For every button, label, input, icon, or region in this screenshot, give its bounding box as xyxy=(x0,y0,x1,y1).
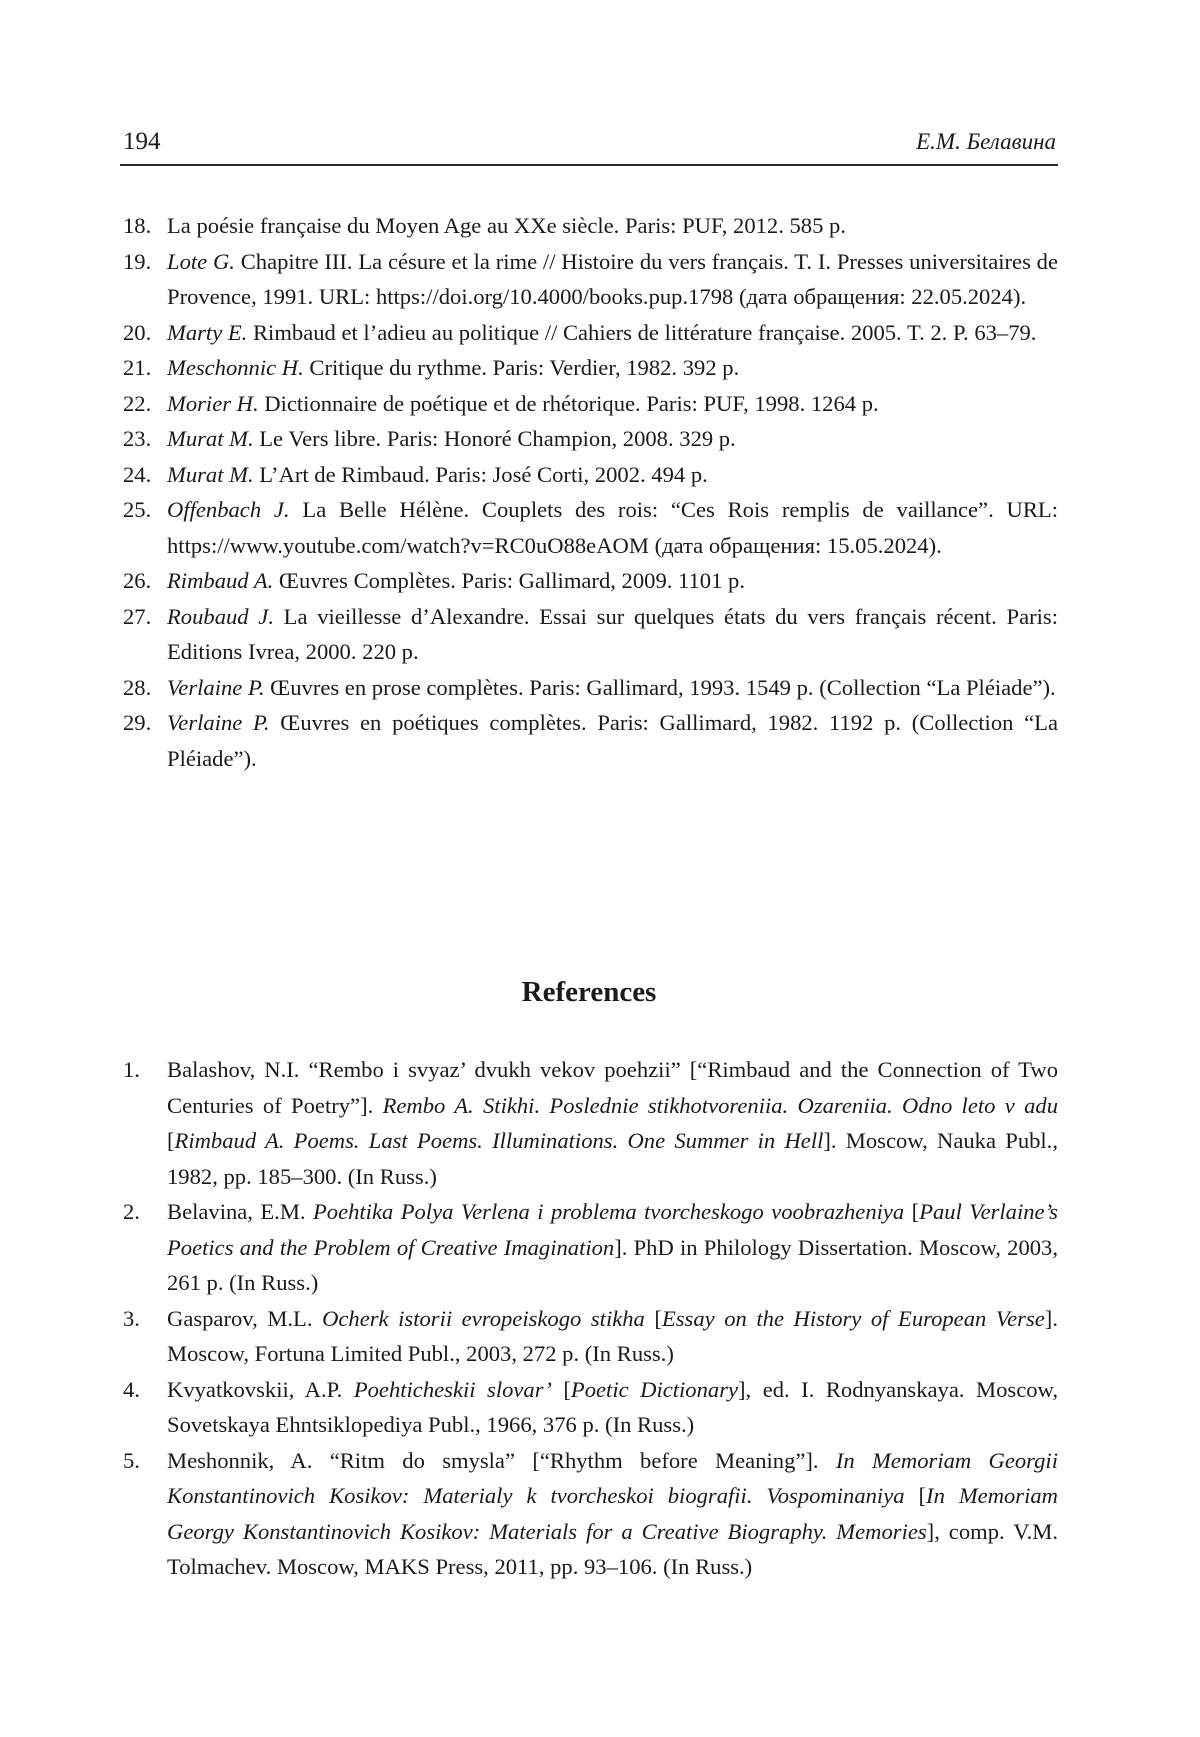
bibliography-list xyxy=(120,208,1058,776)
reference-item-title: Poehticheskii slovar’ xyxy=(353,1376,552,1402)
reference-item-title: In Memoriam Georgy Konstantinovich Kosikov: Materials for a Creative Biography. Memories xyxy=(167,1483,1058,1544)
reference-item-text: Meshonnik, A. “Ritm do smysla” [“Rhythm before Meaning”]. xyxy=(167,1447,836,1473)
bibliography-item-number: 29. xyxy=(123,710,152,735)
bibliography-item-author: Lote G. xyxy=(167,248,235,274)
bibliography-item-text: Chapitre III. La césure et la rime // Histoire du vers français. T. I. Presses universitaires de Provence, 1991. URL: https://doi.org/10.4000/books.pup.1798 (дата обращения: 22.05.2024). xyxy=(167,248,1058,309)
reference-item-number: 4. xyxy=(123,1376,140,1402)
bibliography-item-number: 28. xyxy=(123,674,152,700)
reference-item-number: 2. xyxy=(123,1199,140,1224)
reference-item-number: 5. xyxy=(123,1447,140,1473)
references-list xyxy=(120,1052,1058,1585)
bibliography-item-text: La Belle Hélène. Couplets des rois: “Ces Rois remplis de vaillance”. URL: https://www.youtube.com/watch?v=RC0uO88eAOM (дата обращения: 15.05.2024). xyxy=(167,497,1058,558)
reference-item-title: Rimbaud A. Poems. Last Poems. Illuminations. One Summer in Hell xyxy=(174,1128,824,1153)
bibliography-item-text: Dictionnaire de poétique et de rhétorique. Paris: PUF, 1998. 1264 p. xyxy=(258,390,879,416)
reference-item-text: Balashov, N.I. “Rembo i svyaz’ dvukh vekov poehzii” [“Rimbaud and the Connection of Two Centuries of Poetry”]. xyxy=(167,1057,1058,1118)
reference-item xyxy=(120,1194,1058,1301)
bibliography-item-number: 23. xyxy=(123,426,152,451)
bibliography-item-number: 21. xyxy=(123,355,152,380)
page-number: 194 xyxy=(123,128,161,155)
reference-item-text: [ xyxy=(904,1199,920,1224)
reference-item-text: [ xyxy=(904,1483,927,1508)
reference-item-text: ], comp. V.M. Tolmachev. Moscow, MAKS Press, 2011, pp. 93–106. (In Russ.) xyxy=(167,1518,1058,1579)
bibliography-item xyxy=(120,705,1058,776)
bibliography-item xyxy=(120,315,1058,351)
bibliography-item-author: Meschonnic H. xyxy=(167,355,304,380)
bibliography-item xyxy=(120,599,1058,670)
reference-item xyxy=(120,1443,1058,1585)
reference-item-title: Rembo A. Stikhi. Poslednie stikhotvoreniia. Ozareniia. Odno leto v adu xyxy=(382,1092,1059,1118)
reference-item-number: 1. xyxy=(123,1057,140,1082)
reference-item-title: Essay on the History of European Verse xyxy=(661,1305,1045,1331)
bibliography-item-number: 19. xyxy=(123,248,152,274)
bibliography-item-number: 26. xyxy=(123,568,152,593)
reference-item xyxy=(120,1372,1058,1443)
reference-item-text: Kvyatkovskii, A.P. xyxy=(167,1376,354,1402)
reference-item-text: [ xyxy=(644,1305,662,1331)
bibliography-item-author: Rimbaud A. xyxy=(167,568,274,593)
bibliography-item-author: Verlaine P. xyxy=(167,674,265,700)
bibliography-item-number: 22. xyxy=(123,390,152,416)
bibliography-item-number: 20. xyxy=(123,319,152,345)
reference-item-text: ], ed. I. Rodnyanskaya. Moscow, Sovetskaya Ehntsiklopediya Publ., 1966, 376 p. (In Russ.) xyxy=(167,1376,1059,1437)
bibliography-item xyxy=(120,492,1058,563)
bibliography-item xyxy=(120,244,1058,315)
bibliography-item-text: Œuvres en poétiques complètes. Paris: Gallimard, 1982. 1192 p. (Collection “La Pléiade”). xyxy=(167,710,1058,771)
bibliography-item-text: Le Vers libre. Paris: Honoré Champion, 2008. 329 p. xyxy=(253,426,736,451)
reference-item xyxy=(120,1052,1058,1194)
bibliography-item-text: Critique du rythme. Paris: Verdier, 1982. 392 p. xyxy=(303,355,740,380)
bibliography-item-text: La poésie française du Moyen Age au XXe siècle. Paris: PUF, 2012. 585 p. xyxy=(167,213,846,238)
bibliography-item-author: Roubaud J. xyxy=(167,603,274,629)
reference-item-text: Belavina, E.M. xyxy=(167,1199,313,1224)
reference-item-text: [ xyxy=(167,1128,175,1153)
bibliography-item-text: L’Art de Rimbaud. Paris: José Corti, 2002. 494 p. xyxy=(253,461,708,487)
bibliography-item-text: Rimbaud et l’adieu au politique // Cahiers de littérature française. 2005. T. 2. P. 63–79. xyxy=(247,319,1037,345)
reference-item-title: In Memoriam Georgii Konstantinovich Kosikov: Materialy k tvorcheskoi biografii. Vospominaniya xyxy=(167,1447,1058,1508)
running-head: Е.М. Белавина xyxy=(916,129,1056,154)
reference-item-title: Ocherk istorii evropeiskogo stikha xyxy=(322,1305,645,1331)
bibliography-item xyxy=(120,350,1058,386)
bibliography-item-author: Marty E. xyxy=(167,319,248,345)
bibliography-item-author: Murat M. xyxy=(167,426,254,451)
bibliography-item xyxy=(120,563,1058,599)
reference-item-text: Gasparov, M.L. xyxy=(167,1305,323,1331)
page-header xyxy=(120,124,1058,166)
reference-item-title: Poehtika Polya Verlena i problema tvorcheskogo voobrazheniya xyxy=(312,1199,905,1224)
bibliography-item-author: Verlaine P. xyxy=(167,710,270,735)
bibliography-item xyxy=(120,457,1058,493)
bibliography-item-text: Œuvres en prose complètes. Paris: Gallimard, 1993. 1549 p. (Collection “La Pléiade”). xyxy=(264,674,1056,700)
bibliography-item-author: Offenbach J. xyxy=(167,497,290,522)
bibliography-item-author: Morier H. xyxy=(167,390,259,416)
reference-item xyxy=(120,1301,1058,1372)
bibliography-item-number: 25. xyxy=(123,497,152,522)
references-heading: References xyxy=(521,976,657,1008)
bibliography-item-text: La vieillesse d’Alexandre. Essai sur quelques états du vers français récent. Paris: Editions Ivrea, 2000. 220 p. xyxy=(167,603,1058,664)
bibliography-item xyxy=(120,386,1058,422)
bibliography-item-author: Murat M. xyxy=(167,461,254,487)
reference-item-title: Poetic Dictionary xyxy=(570,1376,739,1402)
bibliography-item xyxy=(120,670,1058,706)
reference-item-title: Paul Verlaine’s Poetics and the Problem of Creative Imagination xyxy=(167,1199,1058,1260)
reference-item-text: [ xyxy=(551,1376,571,1402)
bibliography-item-number: 27. xyxy=(123,603,152,629)
reference-item-text: ]. PhD in Philology Dissertation. Moscow, 2003, 261 p. (In Russ.) xyxy=(167,1234,1058,1295)
reference-item-text: ]. Moscow, Fortuna Limited Publ., 2003, 272 p. (In Russ.) xyxy=(167,1305,1058,1366)
bibliography-item-number: 18. xyxy=(123,213,152,238)
bibliography-item xyxy=(120,208,1058,244)
bibliography-item-number: 24. xyxy=(123,461,152,487)
reference-item-number: 3. xyxy=(123,1305,140,1331)
bibliography-item-text: Œuvres Complètes. Paris: Gallimard, 2009. 1101 p. xyxy=(273,568,745,593)
bibliography-item xyxy=(120,421,1058,457)
reference-item-text: ]. Moscow, Nauka Publ., 1982, pp. 185–300. (In Russ.) xyxy=(167,1128,1058,1189)
